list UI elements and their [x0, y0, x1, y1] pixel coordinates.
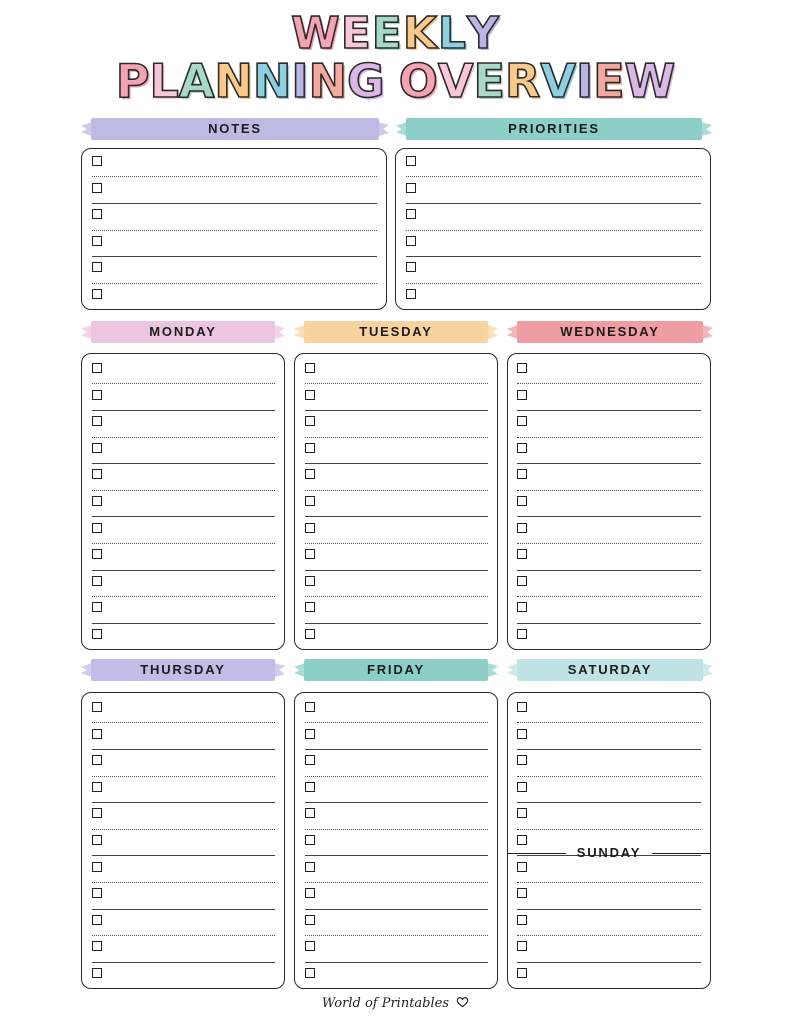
priorities-checkbox[interactable] [406, 183, 416, 193]
sunday-label: SUNDAY [576, 845, 642, 860]
monday-checkbox[interactable] [92, 602, 102, 612]
title-letter: V [540, 54, 576, 108]
title-letter: I [575, 54, 594, 108]
title-letter: I [291, 54, 309, 108]
brand-text: World of Printables [321, 996, 450, 1011]
tuesday-line [305, 543, 488, 544]
friday-checkbox[interactable] [305, 808, 315, 818]
notes-checkbox[interactable] [92, 183, 102, 193]
title-letter: G [347, 54, 385, 108]
wednesday-line [517, 463, 701, 464]
friday-checkbox[interactable] [305, 729, 315, 739]
tuesday-box [294, 353, 498, 650]
priorities-line [406, 176, 701, 177]
saturday-line [517, 749, 701, 750]
saturday-checkbox[interactable] [517, 808, 527, 818]
monday-line [92, 463, 275, 464]
saturday-checkbox[interactable] [517, 755, 527, 765]
title-weekly [0, 8, 791, 59]
tuesday-checkbox[interactable] [305, 549, 315, 559]
priorities-checkbox[interactable] [406, 156, 416, 166]
saturday-line [517, 722, 701, 723]
tuesday-checkbox[interactable] [305, 523, 315, 533]
wednesday-checkbox[interactable] [517, 602, 527, 612]
tuesday-line [305, 490, 488, 491]
tuesday-line [305, 516, 488, 517]
thursday-line [92, 749, 275, 750]
thursday-checkbox[interactable] [92, 862, 102, 872]
title-letter: E [340, 8, 372, 59]
saturday-checkbox[interactable] [517, 702, 527, 712]
tuesday-checkbox[interactable] [305, 576, 315, 586]
friday-checkbox[interactable] [305, 702, 315, 712]
monday-checkbox[interactable] [92, 416, 102, 426]
thursday-checkbox[interactable] [92, 808, 102, 818]
saturday-line [517, 962, 701, 963]
saturday-checkbox[interactable] [517, 915, 527, 925]
wednesday-header-label: WEDNESDAY [560, 324, 660, 339]
title-letter: N [252, 54, 292, 108]
title-letter: P [115, 54, 150, 108]
monday-checkbox[interactable] [92, 523, 102, 533]
thursday-checkbox[interactable] [92, 729, 102, 739]
thursday-box [81, 692, 285, 989]
friday-checkbox[interactable] [305, 941, 315, 951]
tuesday-line [305, 410, 488, 411]
wednesday-checkbox[interactable] [517, 443, 527, 453]
wednesday-line [517, 437, 701, 438]
title-letter: N [214, 54, 253, 108]
wednesday-line [517, 516, 701, 517]
wednesday-checkbox[interactable] [517, 363, 527, 373]
thursday-line [92, 829, 275, 830]
friday-line [305, 855, 488, 856]
monday-line [92, 543, 275, 544]
title-letter: N [308, 54, 347, 108]
footer-brand [0, 996, 791, 1011]
notes-line [92, 203, 377, 204]
priorities-line [406, 256, 701, 257]
tuesday-line [305, 570, 488, 571]
friday-line [305, 882, 488, 883]
notes-header-label: NOTES [208, 121, 262, 136]
monday-line [92, 570, 275, 571]
thursday-header-label: THURSDAY [140, 662, 226, 677]
monday-line [92, 596, 275, 597]
saturday-checkbox[interactable] [517, 835, 527, 845]
tuesday-checkbox[interactable] [305, 602, 315, 612]
friday-line [305, 722, 488, 723]
tuesday-checkbox[interactable] [305, 390, 315, 400]
thursday-checkbox[interactable] [92, 755, 102, 765]
monday-header-label: MONDAY [149, 324, 217, 339]
friday-checkbox[interactable] [305, 835, 315, 845]
title-letter: Y [466, 8, 500, 59]
thursday-checkbox[interactable] [92, 968, 102, 978]
wednesday-checkbox[interactable] [517, 523, 527, 533]
sunday-divider-left [508, 853, 566, 854]
tuesday-line [305, 437, 488, 438]
saturday-line [517, 829, 701, 830]
thursday-line [92, 855, 275, 856]
priorities-checkbox[interactable] [406, 236, 416, 246]
priorities-line [406, 230, 701, 231]
saturday-checkbox[interactable] [517, 862, 527, 872]
thursday-line [92, 962, 275, 963]
wednesday-checkbox[interactable] [517, 469, 527, 479]
friday-line [305, 829, 488, 830]
monday-checkbox[interactable] [92, 576, 102, 586]
wednesday-checkbox[interactable] [517, 416, 527, 426]
friday-line [305, 935, 488, 936]
tuesday-line [305, 623, 488, 624]
tuesday-line [305, 596, 488, 597]
monday-line [92, 490, 275, 491]
saturday-box [507, 692, 711, 989]
saturday-line [517, 882, 701, 883]
friday-line [305, 749, 488, 750]
title-letter: A [178, 54, 215, 108]
monday-checkbox[interactable] [92, 390, 102, 400]
wednesday-checkbox[interactable] [517, 390, 527, 400]
priorities-checkbox[interactable] [406, 289, 416, 299]
monday-checkbox[interactable] [92, 629, 102, 639]
friday-checkbox[interactable] [305, 915, 315, 925]
heart-icon [456, 996, 469, 1008]
notes-checkbox[interactable] [92, 209, 102, 219]
saturday-line [517, 776, 701, 777]
notes-checkbox[interactable] [92, 156, 102, 166]
notes-checkbox[interactable] [92, 236, 102, 246]
notes-checkbox[interactable] [92, 262, 102, 272]
wednesday-line [517, 596, 701, 597]
friday-checkbox[interactable] [305, 755, 315, 765]
saturday-checkbox[interactable] [517, 888, 527, 898]
thursday-line [92, 722, 275, 723]
monday-checkbox[interactable] [92, 363, 102, 373]
sunday-divider-right [652, 853, 710, 854]
friday-line [305, 909, 488, 910]
title-letter: L [437, 8, 467, 59]
wednesday-line [517, 570, 701, 571]
tuesday-checkbox[interactable] [305, 496, 315, 506]
monday-checkbox[interactable] [92, 469, 102, 479]
saturday-line [517, 802, 701, 803]
wednesday-checkbox[interactable] [517, 549, 527, 559]
friday-checkbox[interactable] [305, 862, 315, 872]
notes-checkbox[interactable] [92, 289, 102, 299]
title-letter: E [593, 54, 625, 108]
notes-line [92, 176, 377, 177]
monday-checkbox[interactable] [92, 549, 102, 559]
tuesday-header-label: TUESDAY [359, 324, 433, 339]
priorities-line [406, 203, 701, 204]
priorities-header-label: PRIORITIES [508, 121, 600, 136]
thursday-checkbox[interactable] [92, 835, 102, 845]
wednesday-line [517, 543, 701, 544]
title-letter: R [504, 54, 541, 108]
priorities-checkbox[interactable] [406, 262, 416, 272]
monday-line [92, 516, 275, 517]
thursday-line [92, 882, 275, 883]
friday-line [305, 776, 488, 777]
thursday-checkbox[interactable] [92, 941, 102, 951]
notes-line [92, 256, 377, 257]
saturday-line [517, 909, 701, 910]
priorities-checkbox[interactable] [406, 209, 416, 219]
wednesday-line [517, 490, 701, 491]
monday-line [92, 383, 275, 384]
title-letter: L [149, 54, 179, 108]
title-letter: O [398, 54, 438, 108]
saturday-header-label: SATURDAY [567, 662, 653, 677]
tuesday-checkbox[interactable] [305, 629, 315, 639]
monday-line [92, 437, 275, 438]
tuesday-checkbox[interactable] [305, 363, 315, 373]
notes-line [92, 230, 377, 231]
tuesday-checkbox[interactable] [305, 469, 315, 479]
saturday-checkbox[interactable] [517, 782, 527, 792]
friday-checkbox[interactable] [305, 968, 315, 978]
saturday-line [517, 935, 701, 936]
wednesday-checkbox[interactable] [517, 496, 527, 506]
title-letter: V [437, 54, 474, 108]
monday-line [92, 623, 275, 624]
title-planning-overview [0, 54, 791, 108]
thursday-checkbox[interactable] [92, 782, 102, 792]
wednesday-line [517, 410, 701, 411]
friday-header-label: FRIDAY [367, 662, 425, 677]
monday-checkbox[interactable] [92, 496, 102, 506]
thursday-line [92, 776, 275, 777]
thursday-checkbox[interactable] [92, 915, 102, 925]
saturday-checkbox[interactable] [517, 941, 527, 951]
tuesday-checkbox[interactable] [305, 443, 315, 453]
title-letter: W [291, 8, 341, 59]
friday-checkbox[interactable] [305, 782, 315, 792]
wednesday-line [517, 383, 701, 384]
saturday-checkbox[interactable] [517, 729, 527, 739]
monday-box [81, 353, 285, 650]
notes-line [92, 283, 377, 284]
tuesday-line [305, 463, 488, 464]
friday-checkbox[interactable] [305, 888, 315, 898]
wednesday-checkbox[interactable] [517, 629, 527, 639]
title-letter: W [624, 54, 676, 108]
monday-checkbox[interactable] [92, 443, 102, 453]
thursday-line [92, 935, 275, 936]
wednesday-box [507, 353, 711, 650]
monday-line [92, 410, 275, 411]
tuesday-line [305, 383, 488, 384]
title-letter: E [371, 8, 403, 59]
priorities-line [406, 283, 701, 284]
wednesday-line [517, 623, 701, 624]
friday-box [294, 692, 498, 989]
friday-line [305, 802, 488, 803]
thursday-line [92, 802, 275, 803]
title-letter: K [402, 8, 438, 59]
title-letter: E [473, 54, 505, 108]
thursday-checkbox[interactable] [92, 702, 102, 712]
thursday-line [92, 909, 275, 910]
tuesday-checkbox[interactable] [305, 416, 315, 426]
wednesday-checkbox[interactable] [517, 576, 527, 586]
friday-line [305, 962, 488, 963]
saturday-checkbox[interactable] [517, 968, 527, 978]
thursday-checkbox[interactable] [92, 888, 102, 898]
